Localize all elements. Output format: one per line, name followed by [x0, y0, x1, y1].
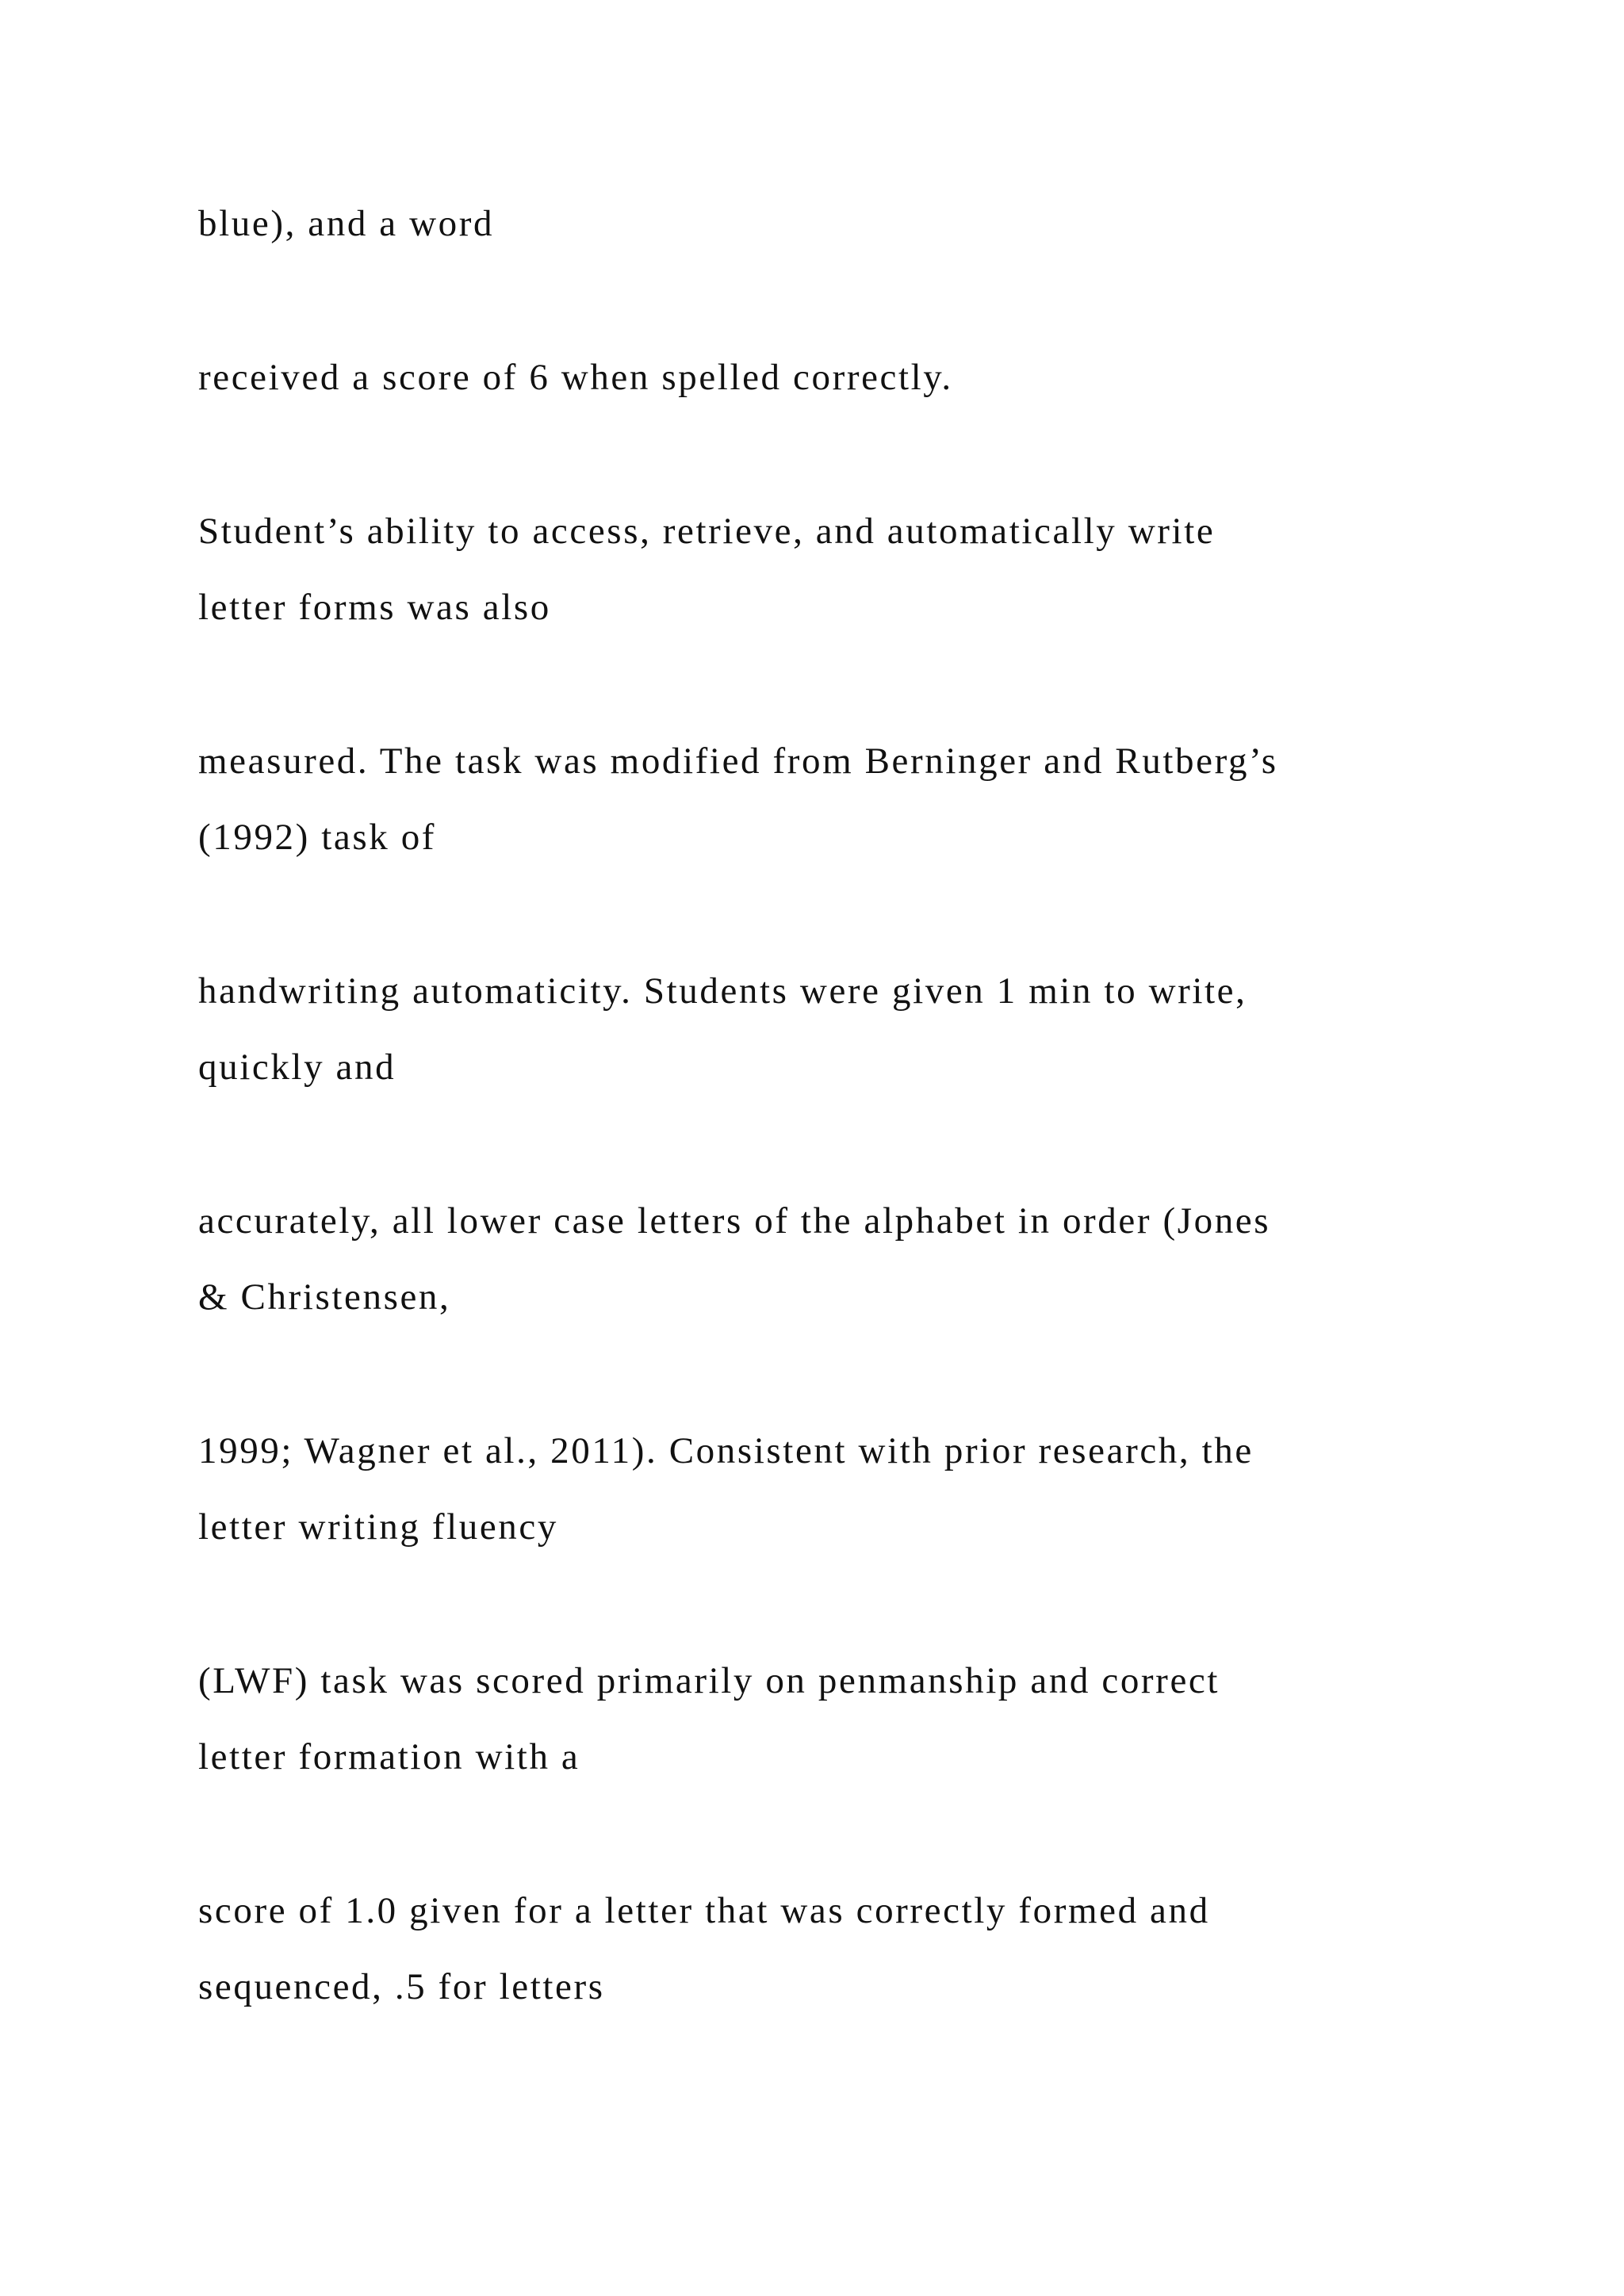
- text-line: (LWF) task was scored primarily on penmanship and correct: [198, 1660, 1220, 1701]
- text-line: 1999; Wagner et al., 2011). Consistent with prior research, the: [198, 1430, 1254, 1471]
- text-line: Student’s ability to access, retrieve, and automatically write: [198, 511, 1216, 552]
- text-line: quickly and: [198, 1047, 396, 1088]
- text-line: handwriting automaticity. Students were given 1 min to write,: [198, 970, 1247, 1012]
- text-line: score of 1.0 given for a letter that was correctly formed and: [198, 1890, 1210, 1931]
- text-line: letter formation with a: [198, 1736, 580, 1777]
- text-line: letter forms was also: [198, 587, 551, 628]
- text-line: blue), and a word: [198, 203, 495, 244]
- text-line: sequenced, .5 for letters: [198, 1966, 605, 2007]
- text-line: letter writing fluency: [198, 1506, 558, 1548]
- text-line: received a score of 6 when spelled correctly.: [198, 357, 953, 398]
- text-line: & Christensen,: [198, 1276, 451, 1318]
- text-line: accurately, all lower case letters of the alphabet in order (Jones: [198, 1200, 1271, 1242]
- text-line: measured. The task was modified from Berninger and Rutberg’s: [198, 740, 1278, 782]
- text-line: (1992) task of: [198, 817, 437, 858]
